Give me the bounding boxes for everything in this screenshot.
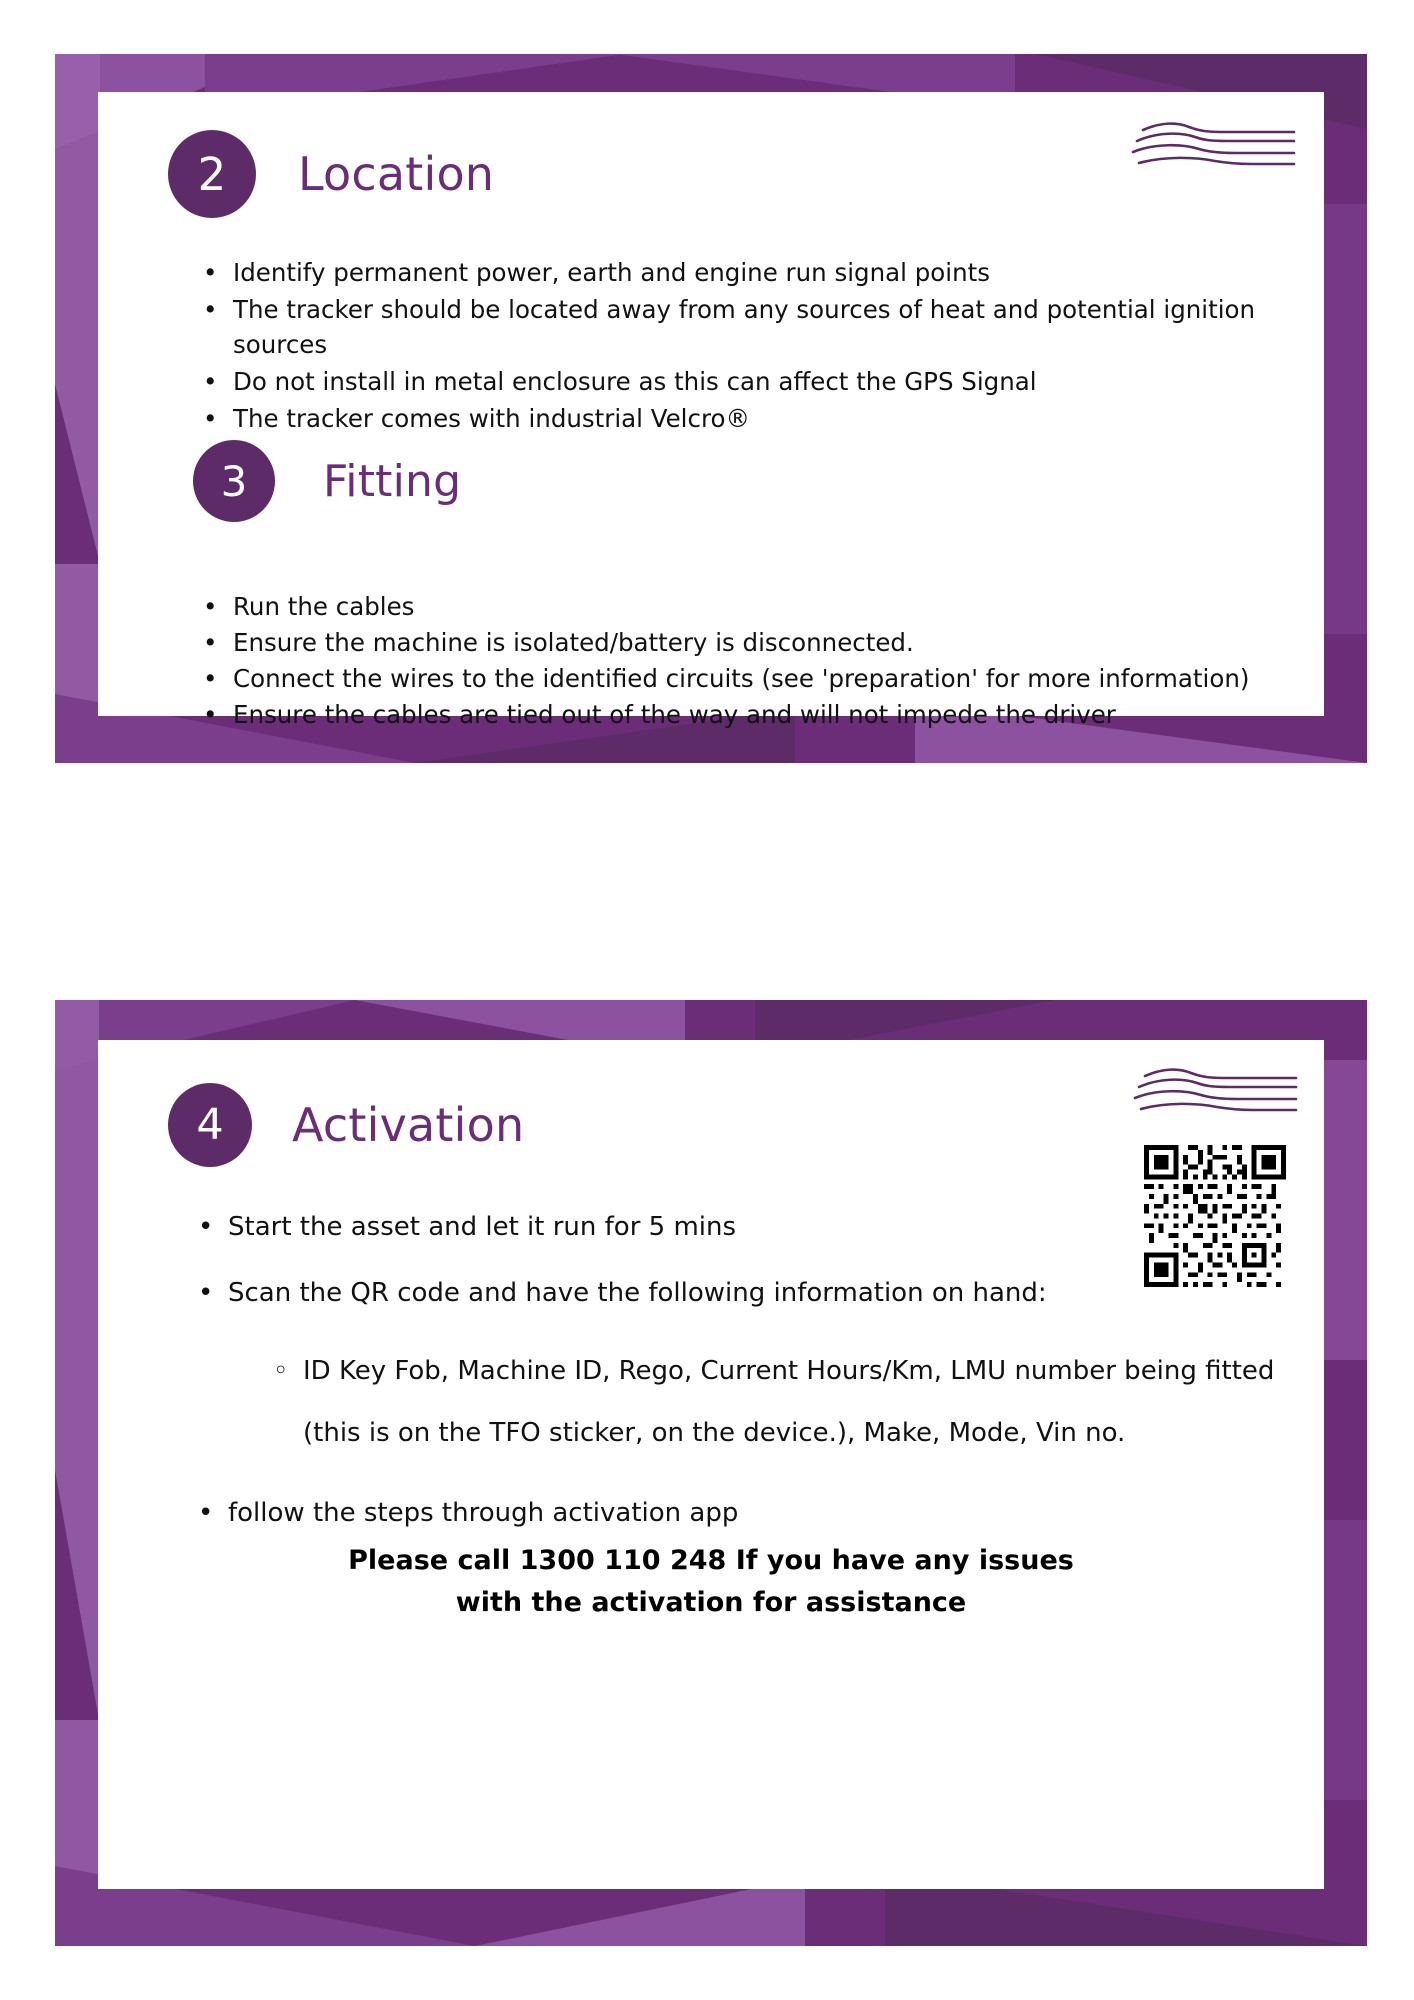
step-2-bullet-list [233, 255, 1273, 438]
step-number-badge-3: 3 [193, 440, 275, 522]
step-3-bullet-list [233, 589, 1273, 733]
step-title-fitting: Fitting [323, 455, 462, 507]
step-heading-2 [168, 130, 494, 218]
list-item: • Ensure the machine is isolated/battery is disconnected. [233, 625, 1273, 660]
list-item: • follow the steps through activation app [228, 1496, 1288, 1530]
panel-step-4 [98, 1040, 1324, 1889]
facet-right-strip-a [1323, 1060, 1367, 1360]
step-title-location: Location [298, 147, 495, 201]
support-callout-line-2: with the activation for assistance [455, 1587, 967, 1618]
list-item: • Run the cables [233, 589, 1273, 624]
card-steps-2-3 [55, 54, 1367, 763]
list-item: • Identify permanent power, earth and engine run signal points [233, 255, 1273, 290]
step-4-sub-bullet-list [303, 1340, 1288, 1464]
fleet-wave-logo [1131, 116, 1296, 174]
step-4-bullet-list [228, 1210, 1288, 1562]
list-item: • Start the asset and let it run for 5 mins [228, 1210, 1288, 1244]
list-item: • Do not install in metal enclosure as this can affect the GPS Signal [233, 364, 1273, 399]
list-item-text: Scan the QR code and have the following information on hand: [228, 1278, 1047, 1308]
panel-steps-2-3 [98, 92, 1324, 729]
list-item: • The tracker comes with industrial Velcro® [233, 401, 1273, 436]
step-number-badge-2: 2 [168, 130, 256, 218]
list-item: • Ensure the cables are tied out of the way and will not impede the driver [233, 697, 1273, 732]
list-item [228, 1276, 1288, 1464]
support-callout-line-1: Please call 1300 110 248 If you have any issues [348, 1545, 1074, 1576]
list-item: ◦ ID Key Fob, Machine ID, Rego, Current Hours/Km, LMU number being fitted (this is on the TFO sticker, on the device.), Make, Mode, Vin no. [303, 1340, 1288, 1464]
list-item: • The tracker should be located away from any sources of heat and potential ignition sources [233, 292, 1273, 362]
facet-right-strip-b [1323, 1520, 1367, 1800]
facet-right-strip [1324, 204, 1367, 634]
step-number-badge-4: 4 [168, 1083, 252, 1167]
step-heading-4 [168, 1083, 524, 1167]
list-item: • Connect the wires to the identified circuits (see 'preparation' for more information) [233, 661, 1273, 696]
facet-left-wedge [55, 1470, 99, 1720]
fleet-wave-logo [1133, 1062, 1298, 1120]
support-callout [98, 1540, 1324, 1624]
facet-left-wedge [55, 384, 100, 564]
step-title-activation: Activation [292, 1098, 525, 1152]
step-heading-3 [193, 440, 461, 522]
card-step-4 [55, 1000, 1367, 1946]
